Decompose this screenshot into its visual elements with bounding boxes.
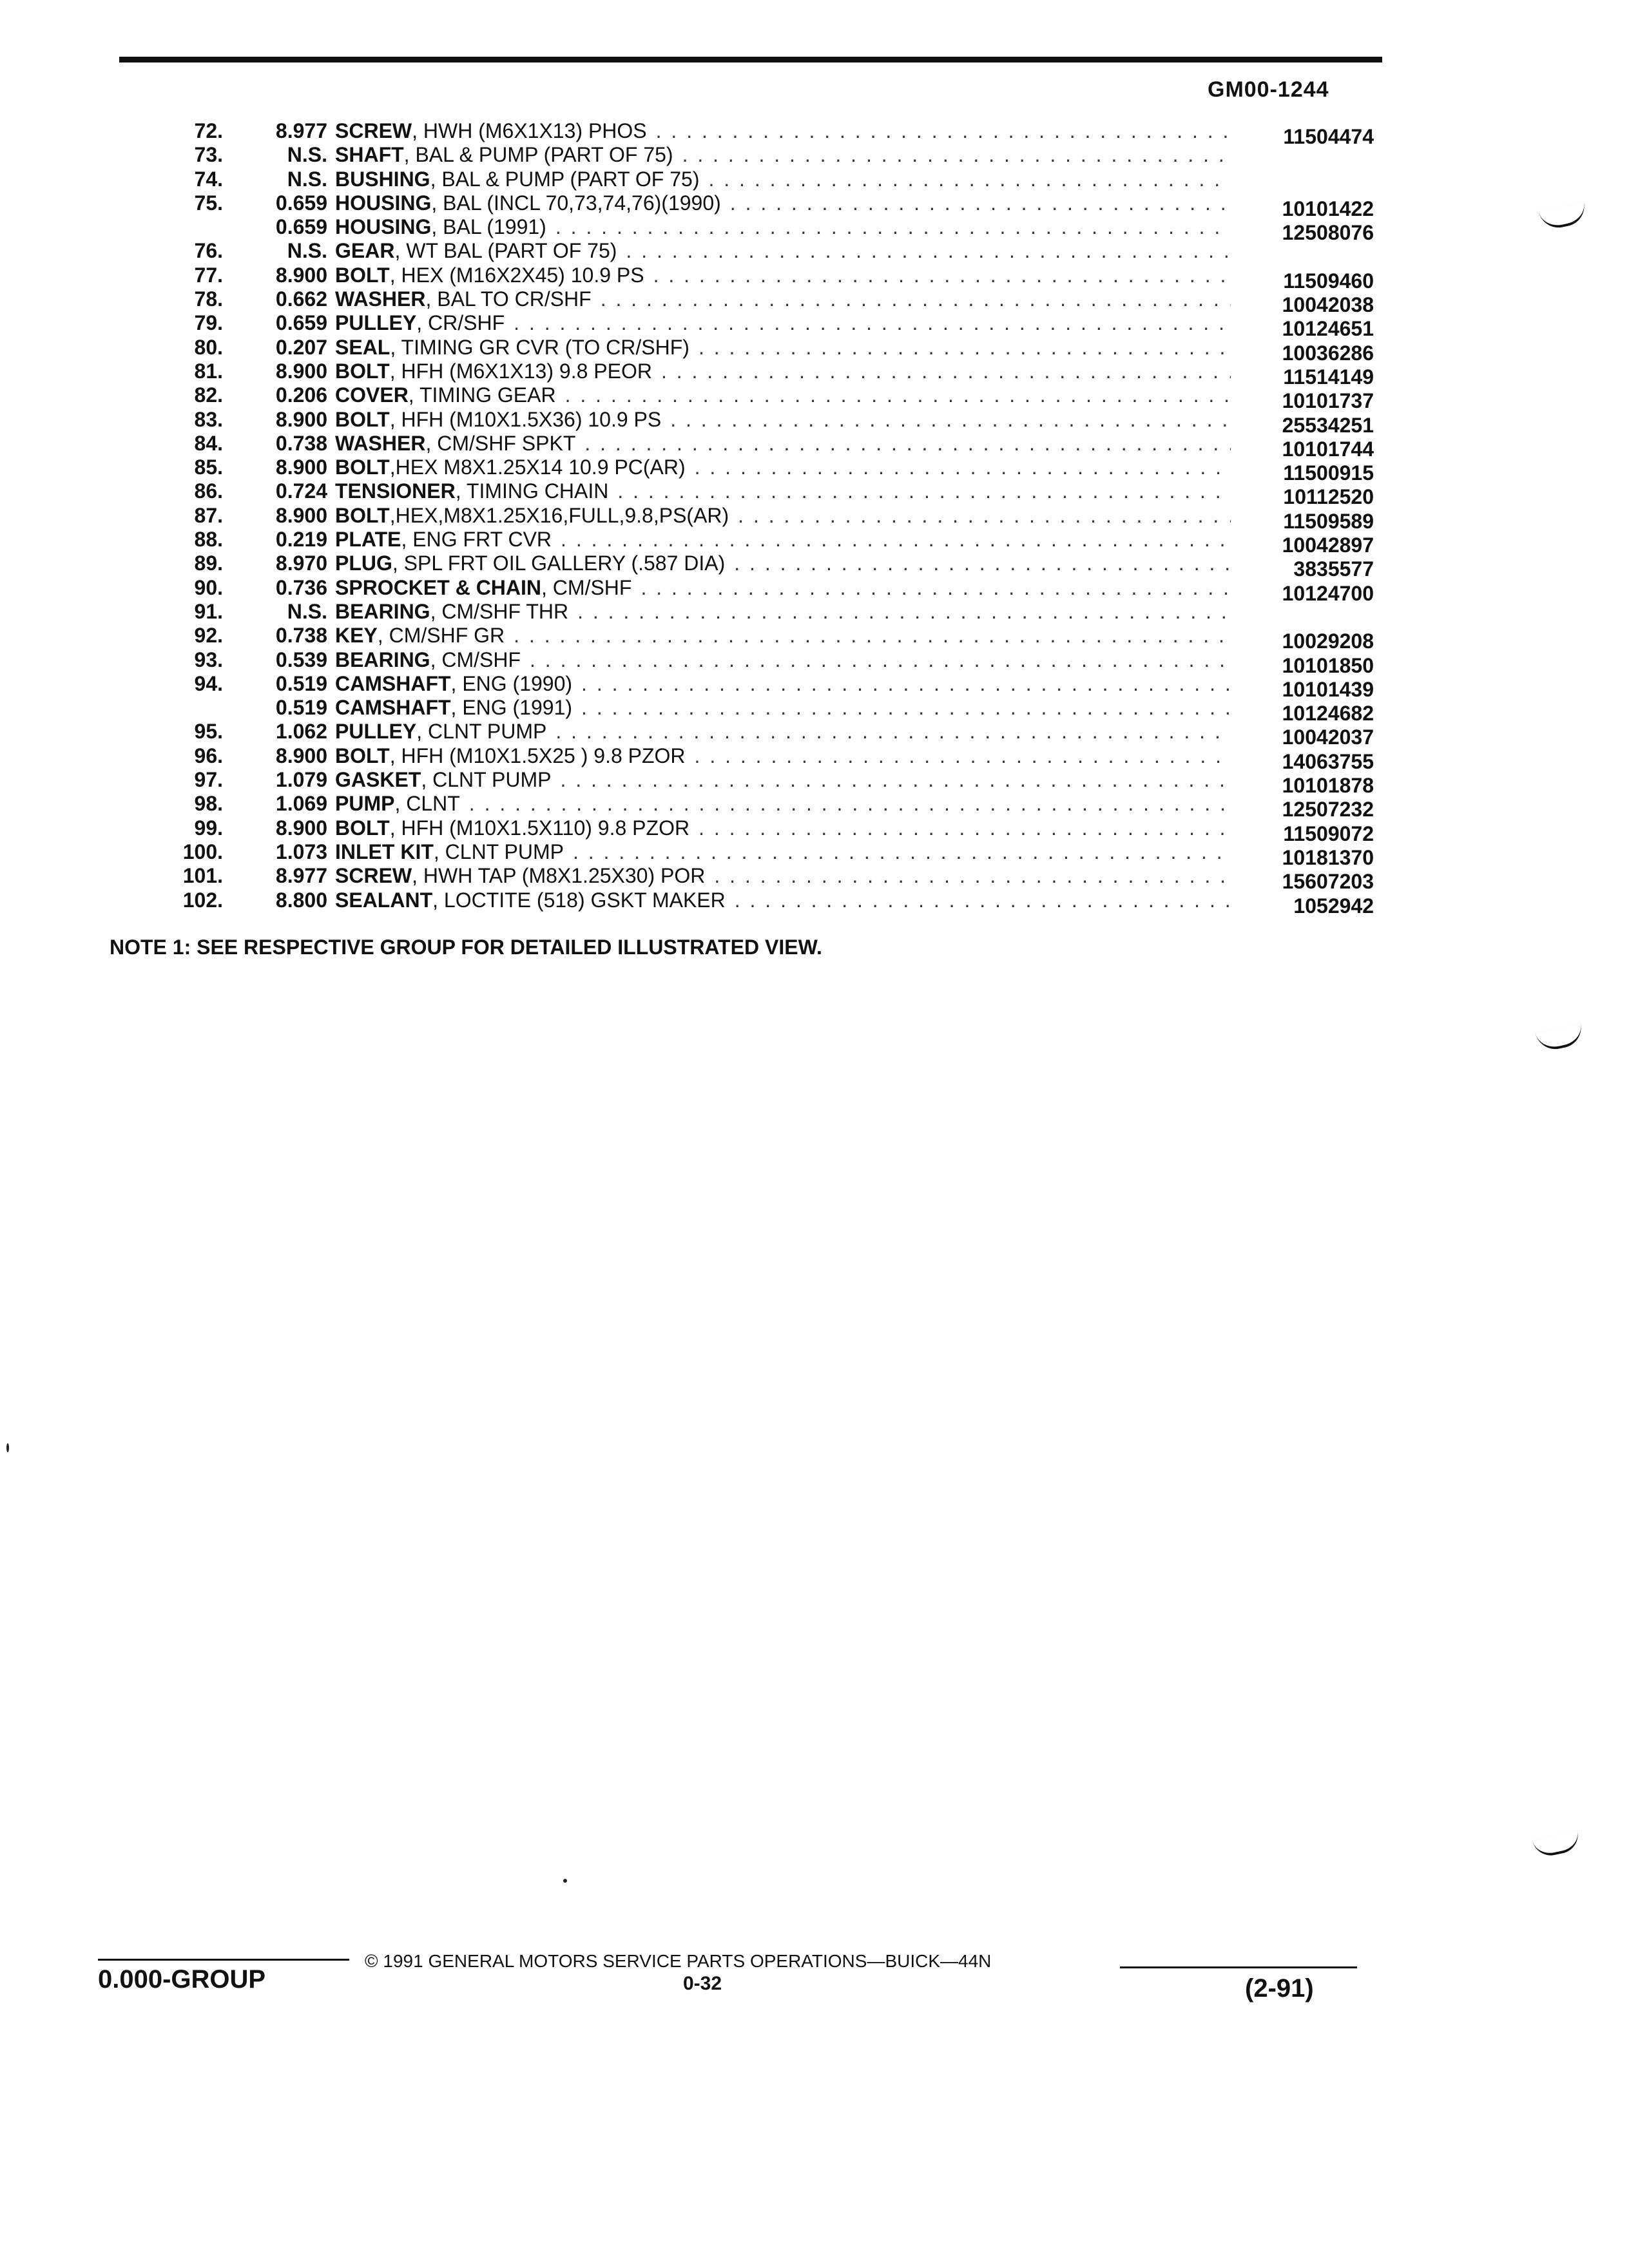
note: NOTE 1: SEE RESPECTIVE GROUP FOR DETAILED ILLUSTRATED VIEW. [110, 936, 822, 959]
part-detail: , SPL FRT OIL GALLERY (.587 DIA) [392, 552, 726, 575]
dot-leader [631, 576, 1231, 600]
part-detail: , HFH (M6X1X13) 9.8 PEOR [389, 359, 652, 383]
part-row [0, 840, 1629, 869]
dot-leader [686, 744, 1231, 768]
dot-leader [521, 648, 1231, 672]
item-number: 92. [194, 624, 223, 648]
part-detail: , BAL (1991) [431, 215, 546, 239]
top-rule [119, 57, 1382, 62]
part-detail: , CR/SHF [416, 311, 505, 335]
part-name: BEARING [335, 599, 430, 623]
part-name: SCREW [335, 119, 412, 142]
footer-copyright: © 1991 GENERAL MOTORS SERVICE PARTS OPERATIONS—BUICK—44N [365, 1951, 992, 1971]
part-detail: , WT BAL (PART OF 75) [394, 239, 617, 263]
part-detail: , ENG (1990) [450, 671, 573, 695]
dot-leader [686, 456, 1231, 479]
dot-leader [546, 215, 1231, 239]
part-row [0, 503, 1629, 533]
part-name: HOUSING [335, 215, 432, 239]
item-number: 91. [194, 599, 223, 623]
part-description [335, 432, 1231, 456]
item-number: 93. [194, 648, 223, 671]
part-number: 25534251 [1282, 413, 1374, 437]
part-name: SEAL [335, 335, 390, 359]
group-number: 0.736 [275, 575, 327, 599]
part-detail: , BAL & PUMP (PART OF 75) [403, 143, 673, 167]
dot-leader [575, 432, 1231, 456]
item-number: 81. [194, 359, 223, 383]
group-number: 8.900 [275, 503, 327, 527]
dot-leader [689, 336, 1231, 360]
parts-list [0, 119, 1629, 918]
part-row [0, 696, 1629, 726]
part-description [335, 143, 1231, 167]
part-name: BOLT [335, 407, 390, 431]
part-description [335, 456, 1231, 479]
part-number: 10101850 [1282, 653, 1374, 677]
part-description [335, 119, 1231, 143]
group-number: 0.206 [275, 383, 327, 407]
part-number: 10101878 [1282, 774, 1374, 798]
part-detail: , CM/SHF GR [377, 624, 505, 648]
group-number: 0.207 [275, 335, 327, 359]
part-row [0, 215, 1629, 245]
dot-leader [556, 383, 1231, 407]
part-detail: , CM/SHF [541, 575, 632, 599]
part-number: 10101744 [1282, 437, 1374, 461]
part-description [335, 864, 1231, 888]
item-number: 80. [194, 335, 223, 359]
item-number: 86. [194, 479, 223, 503]
part-detail: , CM/SHF [430, 648, 521, 671]
part-name: BOLT [335, 263, 390, 287]
part-name: CAMSHAFT [335, 671, 451, 695]
part-description [335, 504, 1231, 528]
part-name: INLET KIT [335, 840, 434, 863]
group-number: 0.662 [275, 287, 327, 311]
part-detail: , ENG (1991) [450, 696, 573, 720]
part-detail: , HFH (M10X1.5X36) 10.9 PS [389, 407, 662, 431]
part-description [335, 360, 1231, 383]
part-name: CAMSHAFT [335, 696, 451, 720]
part-description [335, 889, 1231, 912]
part-row [0, 143, 1629, 167]
footer-page-number: 0-32 [683, 1973, 722, 1994]
part-row [0, 359, 1629, 389]
part-description [335, 528, 1231, 552]
part-name: BOLT [335, 456, 390, 479]
part-number: 3835577 [1293, 557, 1374, 581]
item-number: 88. [194, 528, 223, 552]
part-number: 14063755 [1282, 749, 1374, 773]
part-description [335, 552, 1231, 575]
part-name: PLATE [335, 528, 401, 552]
part-description [335, 264, 1231, 287]
dot-leader [564, 840, 1231, 864]
group-number: 8.900 [275, 456, 327, 479]
part-row [0, 168, 1629, 191]
dot-leader [729, 504, 1231, 528]
group-number: 0.724 [275, 479, 327, 503]
part-name: COVER [335, 383, 409, 407]
part-description [335, 744, 1231, 768]
dot-leader [725, 552, 1231, 575]
part-number: 10101737 [1282, 389, 1374, 413]
item-number: 85. [194, 456, 223, 479]
document-id: GM00-1244 [1208, 77, 1329, 102]
part-number: 10042897 [1282, 533, 1374, 557]
part-number: 10112520 [1283, 485, 1374, 509]
part-description [335, 191, 1231, 215]
part-name: WASHER [335, 287, 426, 311]
item-number: 82. [194, 383, 223, 407]
part-detail: , BAL TO CR/SHF [425, 287, 592, 311]
part-detail: , CLNT PUMP [433, 840, 564, 863]
item-number: 72. [194, 119, 223, 142]
dot-leader [652, 360, 1231, 383]
part-detail: , HWH (M6X1X13) PHOS [412, 119, 647, 142]
dot-leader [699, 168, 1231, 191]
part-row [0, 191, 1629, 220]
part-number: 10124651 [1282, 317, 1374, 341]
part-row [0, 720, 1629, 749]
part-row [0, 287, 1629, 317]
group-number: 8.900 [275, 744, 327, 767]
part-name: WASHER [335, 431, 426, 455]
part-description [335, 720, 1231, 744]
part-name: SPROCKET & CHAIN [335, 575, 542, 599]
part-description [335, 239, 1231, 263]
group-number: 1.073 [275, 840, 327, 863]
part-row [0, 335, 1629, 365]
part-row [0, 407, 1629, 437]
part-detail: , LOCTITE (518) GSKT MAKER [432, 888, 726, 912]
part-name: PULLEY [335, 311, 417, 335]
part-name: BOLT [335, 359, 390, 383]
part-detail: , HFH (M10X1.5X25 ) 9.8 PZOR [389, 744, 686, 767]
dot-leader [661, 408, 1231, 432]
group-number: 0.738 [275, 624, 327, 648]
item-number: 74. [194, 167, 223, 191]
item-number: 75. [194, 191, 223, 215]
part-number: 12507232 [1282, 798, 1374, 822]
part-number: 15607203 [1282, 870, 1374, 894]
footer-rule-right [1120, 1966, 1357, 1968]
part-number: 10042037 [1282, 726, 1374, 749]
part-row [0, 528, 1629, 557]
group-number: 1.062 [275, 720, 327, 744]
group-number: 8.977 [275, 119, 327, 142]
part-row [0, 624, 1629, 653]
group-number: 0.519 [275, 671, 327, 695]
part-description [335, 576, 1231, 600]
part-description [335, 648, 1231, 672]
part-name: SHAFT [335, 143, 404, 167]
group-number: 0.659 [275, 215, 327, 239]
part-detail: , ENG FRT CVR [401, 528, 552, 552]
scan-speck [6, 1443, 9, 1452]
part-number: 12508076 [1282, 221, 1374, 245]
part-number: 10124682 [1282, 702, 1374, 726]
part-name: BUSHING [335, 167, 430, 191]
part-name: HOUSING [335, 191, 432, 215]
item-number: 89. [194, 552, 223, 575]
part-number: 11509072 [1283, 822, 1374, 845]
part-name: BEARING [335, 648, 430, 671]
part-name: GASKET [335, 768, 421, 792]
item-number: 83. [194, 407, 223, 431]
part-row [0, 648, 1629, 677]
part-row [0, 552, 1629, 581]
part-name: KEY [335, 624, 378, 648]
part-row [0, 600, 1629, 624]
part-detail: ,HEX,M8X1.25X16,FULL,9.8,PS(AR) [389, 503, 729, 527]
part-name: GEAR [335, 239, 395, 263]
part-row [0, 744, 1629, 773]
part-description [335, 624, 1231, 648]
item-number: 95. [194, 720, 223, 744]
item-number: 98. [194, 792, 223, 816]
part-detail: , BAL (INCL 70,73,74,76)(1990) [431, 191, 721, 215]
part-description [335, 215, 1231, 239]
part-row [0, 383, 1629, 413]
part-row [0, 671, 1629, 701]
group-number: 8.900 [275, 263, 327, 287]
dot-leader [572, 696, 1231, 720]
part-description [335, 383, 1231, 407]
dot-leader [689, 816, 1231, 840]
dot-leader [551, 768, 1231, 792]
part-detail: , CLNT [394, 792, 460, 816]
item-number: 87. [194, 503, 223, 527]
group-number: 0.219 [275, 528, 327, 552]
group-number: 0.738 [275, 431, 327, 455]
item-number: 97. [194, 768, 223, 792]
dot-leader [617, 239, 1231, 263]
item-number: 102. [182, 888, 223, 912]
part-name: SCREW [335, 864, 412, 888]
scan-speck [563, 1879, 567, 1883]
dot-leader [568, 600, 1231, 624]
part-detail: , CLNT PUMP [421, 768, 552, 792]
group-number: 0.659 [275, 311, 327, 335]
part-row [0, 311, 1629, 341]
part-detail: , BAL & PUMP (PART OF 75) [430, 167, 700, 191]
group-number: 0.539 [275, 648, 327, 671]
part-row [0, 816, 1629, 845]
item-number: 90. [194, 575, 223, 599]
part-number: 10124700 [1282, 581, 1374, 605]
part-row [0, 119, 1629, 148]
dot-leader [552, 528, 1231, 552]
binder-mark [1532, 1831, 1582, 1859]
part-description [335, 672, 1231, 696]
dot-leader [647, 119, 1231, 143]
part-row [0, 792, 1629, 822]
footer-rule-left [98, 1959, 349, 1961]
part-number: 10036286 [1282, 341, 1374, 365]
group-number: N.S. [287, 599, 327, 623]
part-detail: , CM/SHF THR [430, 599, 569, 623]
part-description [335, 816, 1231, 840]
part-detail: , HWH TAP (M8X1.25X30) POR [412, 864, 706, 888]
group-number: N.S. [287, 167, 327, 191]
part-name: BOLT [335, 503, 390, 527]
item-number: 94. [194, 671, 223, 695]
group-number: 8.800 [275, 888, 327, 912]
group-number: 8.900 [275, 359, 327, 383]
part-name: PUMP [335, 792, 395, 816]
group-number: N.S. [287, 143, 327, 167]
group-number: 1.069 [275, 792, 327, 816]
part-detail: , CLNT PUMP [416, 720, 547, 744]
group-number: 8.900 [275, 407, 327, 431]
dot-leader [673, 143, 1231, 167]
dot-leader [505, 311, 1231, 335]
part-detail: , HFH (M10X1.5X110) 9.8 PZOR [389, 816, 690, 840]
dot-leader [726, 889, 1231, 912]
footer-group: 0.000-GROUP [98, 1965, 266, 1994]
dot-leader [505, 624, 1231, 648]
group-number: N.S. [287, 239, 327, 263]
dot-leader [460, 792, 1231, 816]
item-number: 73. [194, 143, 223, 167]
part-row [0, 888, 1629, 918]
part-detail: , CM/SHF SPKT [425, 431, 576, 455]
part-number: 10181370 [1282, 845, 1374, 869]
part-detail: , HEX (M16X2X45) 10.9 PS [389, 263, 644, 287]
group-number: 1.079 [275, 768, 327, 792]
dot-leader [644, 264, 1231, 287]
group-number: 0.519 [275, 696, 327, 720]
part-description [335, 287, 1231, 311]
item-number: 76. [194, 239, 223, 263]
footer-date: (2-91) [1245, 1974, 1314, 2003]
part-number: 11509589 [1283, 509, 1374, 533]
item-number: 99. [194, 816, 223, 840]
item-number: 79. [194, 311, 223, 335]
item-number: 77. [194, 263, 223, 287]
dot-leader [608, 479, 1231, 503]
part-name: TENSIONER [335, 479, 456, 503]
part-row [0, 456, 1629, 485]
dot-leader [572, 672, 1231, 696]
item-number: 84. [194, 431, 223, 455]
part-description [335, 600, 1231, 624]
part-row [0, 575, 1629, 605]
part-description [335, 408, 1231, 432]
part-row [0, 263, 1629, 293]
part-description [335, 768, 1231, 792]
group-number: 0.659 [275, 191, 327, 215]
item-number: 100. [182, 840, 223, 863]
part-number: 10029208 [1282, 629, 1374, 653]
group-number: 8.900 [275, 816, 327, 840]
part-number: 11509460 [1283, 269, 1374, 293]
group-number: 8.977 [275, 864, 327, 888]
part-description [335, 696, 1231, 720]
part-description [335, 311, 1231, 335]
part-description [335, 168, 1231, 191]
part-row [0, 239, 1629, 263]
part-row [0, 431, 1629, 461]
part-description [335, 336, 1231, 360]
part-name: PULLEY [335, 720, 417, 744]
part-number: 10042038 [1282, 293, 1374, 317]
part-name: BOLT [335, 744, 390, 767]
part-name: SEALANT [335, 888, 433, 912]
part-description [335, 840, 1231, 864]
dot-leader [705, 864, 1231, 888]
part-description [335, 792, 1231, 816]
part-description [335, 479, 1231, 503]
part-detail: , TIMING CHAIN [455, 479, 609, 503]
item-number: 101. [182, 864, 223, 888]
dot-leader [546, 720, 1231, 744]
part-number: 11500915 [1283, 461, 1374, 485]
part-number: 10101439 [1282, 677, 1374, 701]
part-row [0, 768, 1629, 798]
part-name: PLUG [335, 552, 392, 575]
dot-leader [721, 191, 1231, 215]
part-detail: ,HEX M8X1.25X14 10.9 PC(AR) [389, 456, 686, 479]
item-number: 78. [194, 287, 223, 311]
group-number: 8.970 [275, 552, 327, 575]
part-detail: , TIMING GR CVR (TO CR/SHF) [390, 335, 689, 359]
part-name: BOLT [335, 816, 390, 840]
part-number: 10101422 [1282, 197, 1374, 220]
binder-mark [1535, 1023, 1585, 1053]
part-number: 11504474 [1283, 125, 1374, 148]
part-row [0, 479, 1629, 509]
dot-leader [592, 287, 1231, 311]
part-number: 1052942 [1293, 894, 1374, 918]
item-number: 96. [194, 744, 223, 767]
part-row [0, 864, 1629, 894]
part-detail: , TIMING GEAR [408, 383, 556, 407]
part-number: 11514149 [1283, 365, 1374, 389]
